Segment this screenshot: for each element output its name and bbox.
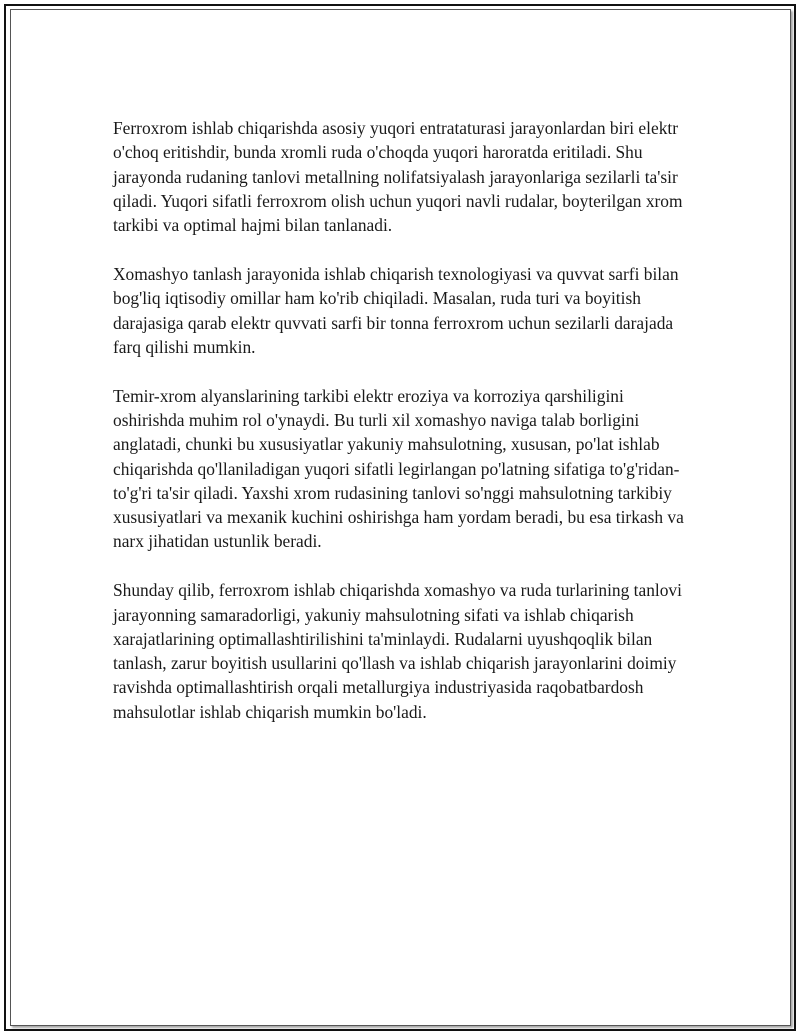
document-body [113,116,688,749]
paragraph-1: Ferroxrom ishlab chiqarishda asosiy yuqori entrataturasi jarayonlardan biri elektr o'choq eritishdir, bunda xromli ruda o'choqda yuqori haroratda eritiladi. Shu jarayonda rudaning tanlovi metallning nolifatsiyalash jarayonlariga sezilarli ta'sir qiladi. Yuqori sifatli ferroxrom olish uchun yuqori navli rudalar, boyterilgan xrom tarkibi va optimal hajmi bilan tanlanadi. [113,118,683,236]
paragraph-3: Temir-xrom alyanslarining tarkibi elektr eroziya va korroziya qarshiligini oshirishda muhim rol o'ynaydi. Bu turli xil xomashyo naviga talab borligini anglatadi, chunki bu xususiyatlar yakuniy mahsulotning, xususan, po'lat ishlab chiqarishda qo'llaniladigan yuqori sifatli legirlangan po'latning sifatiga to'g'ridan-to'g'ri ta'sir qiladi. Yaxshi xrom rudasining tanlovi so'nggi mahsulotning tarkibiy xususiyatlari va mexanik kuchini oshirishga ham yordam beradi, bu esa tirkash va narx jihatidan ustunlik beradi. [113,385,684,552]
paragraph-4: Shunday qilib, ferroxrom ishlab chiqarishda xomashyo va ruda turlarining tanlovi jarayonning samaradorligi, yakuniy mahsulotning sifati va ishlab chiqarish xarajatlarining optimallashtirilishini ta'minlaydi. Rudalarni uyushqoqlik bilan tanlash, zarur boyitish usullarini qo'llash va ishlab chiqarish jarayonlarini doimiy ravishda optimallashtirish orqali metallurgiya industriyasida raqobatbardosh mahsulotlar ishlab chiqarish mumkin bo'ladi. [113,580,682,722]
paragraph-2: Xomashyo tanlash jarayonida ishlab chiqarish texnologiyasi va quvvat sarfi bilan bog'liq iqtisodiy omillar ham ko'rib chiqiladi. Masalan, ruda turi va boyitish darajasiga qarab elektr quvvati sarfi bir tonna ferroxrom uchun sezilarli darajada farq qilishi mumkin. [113,263,679,357]
